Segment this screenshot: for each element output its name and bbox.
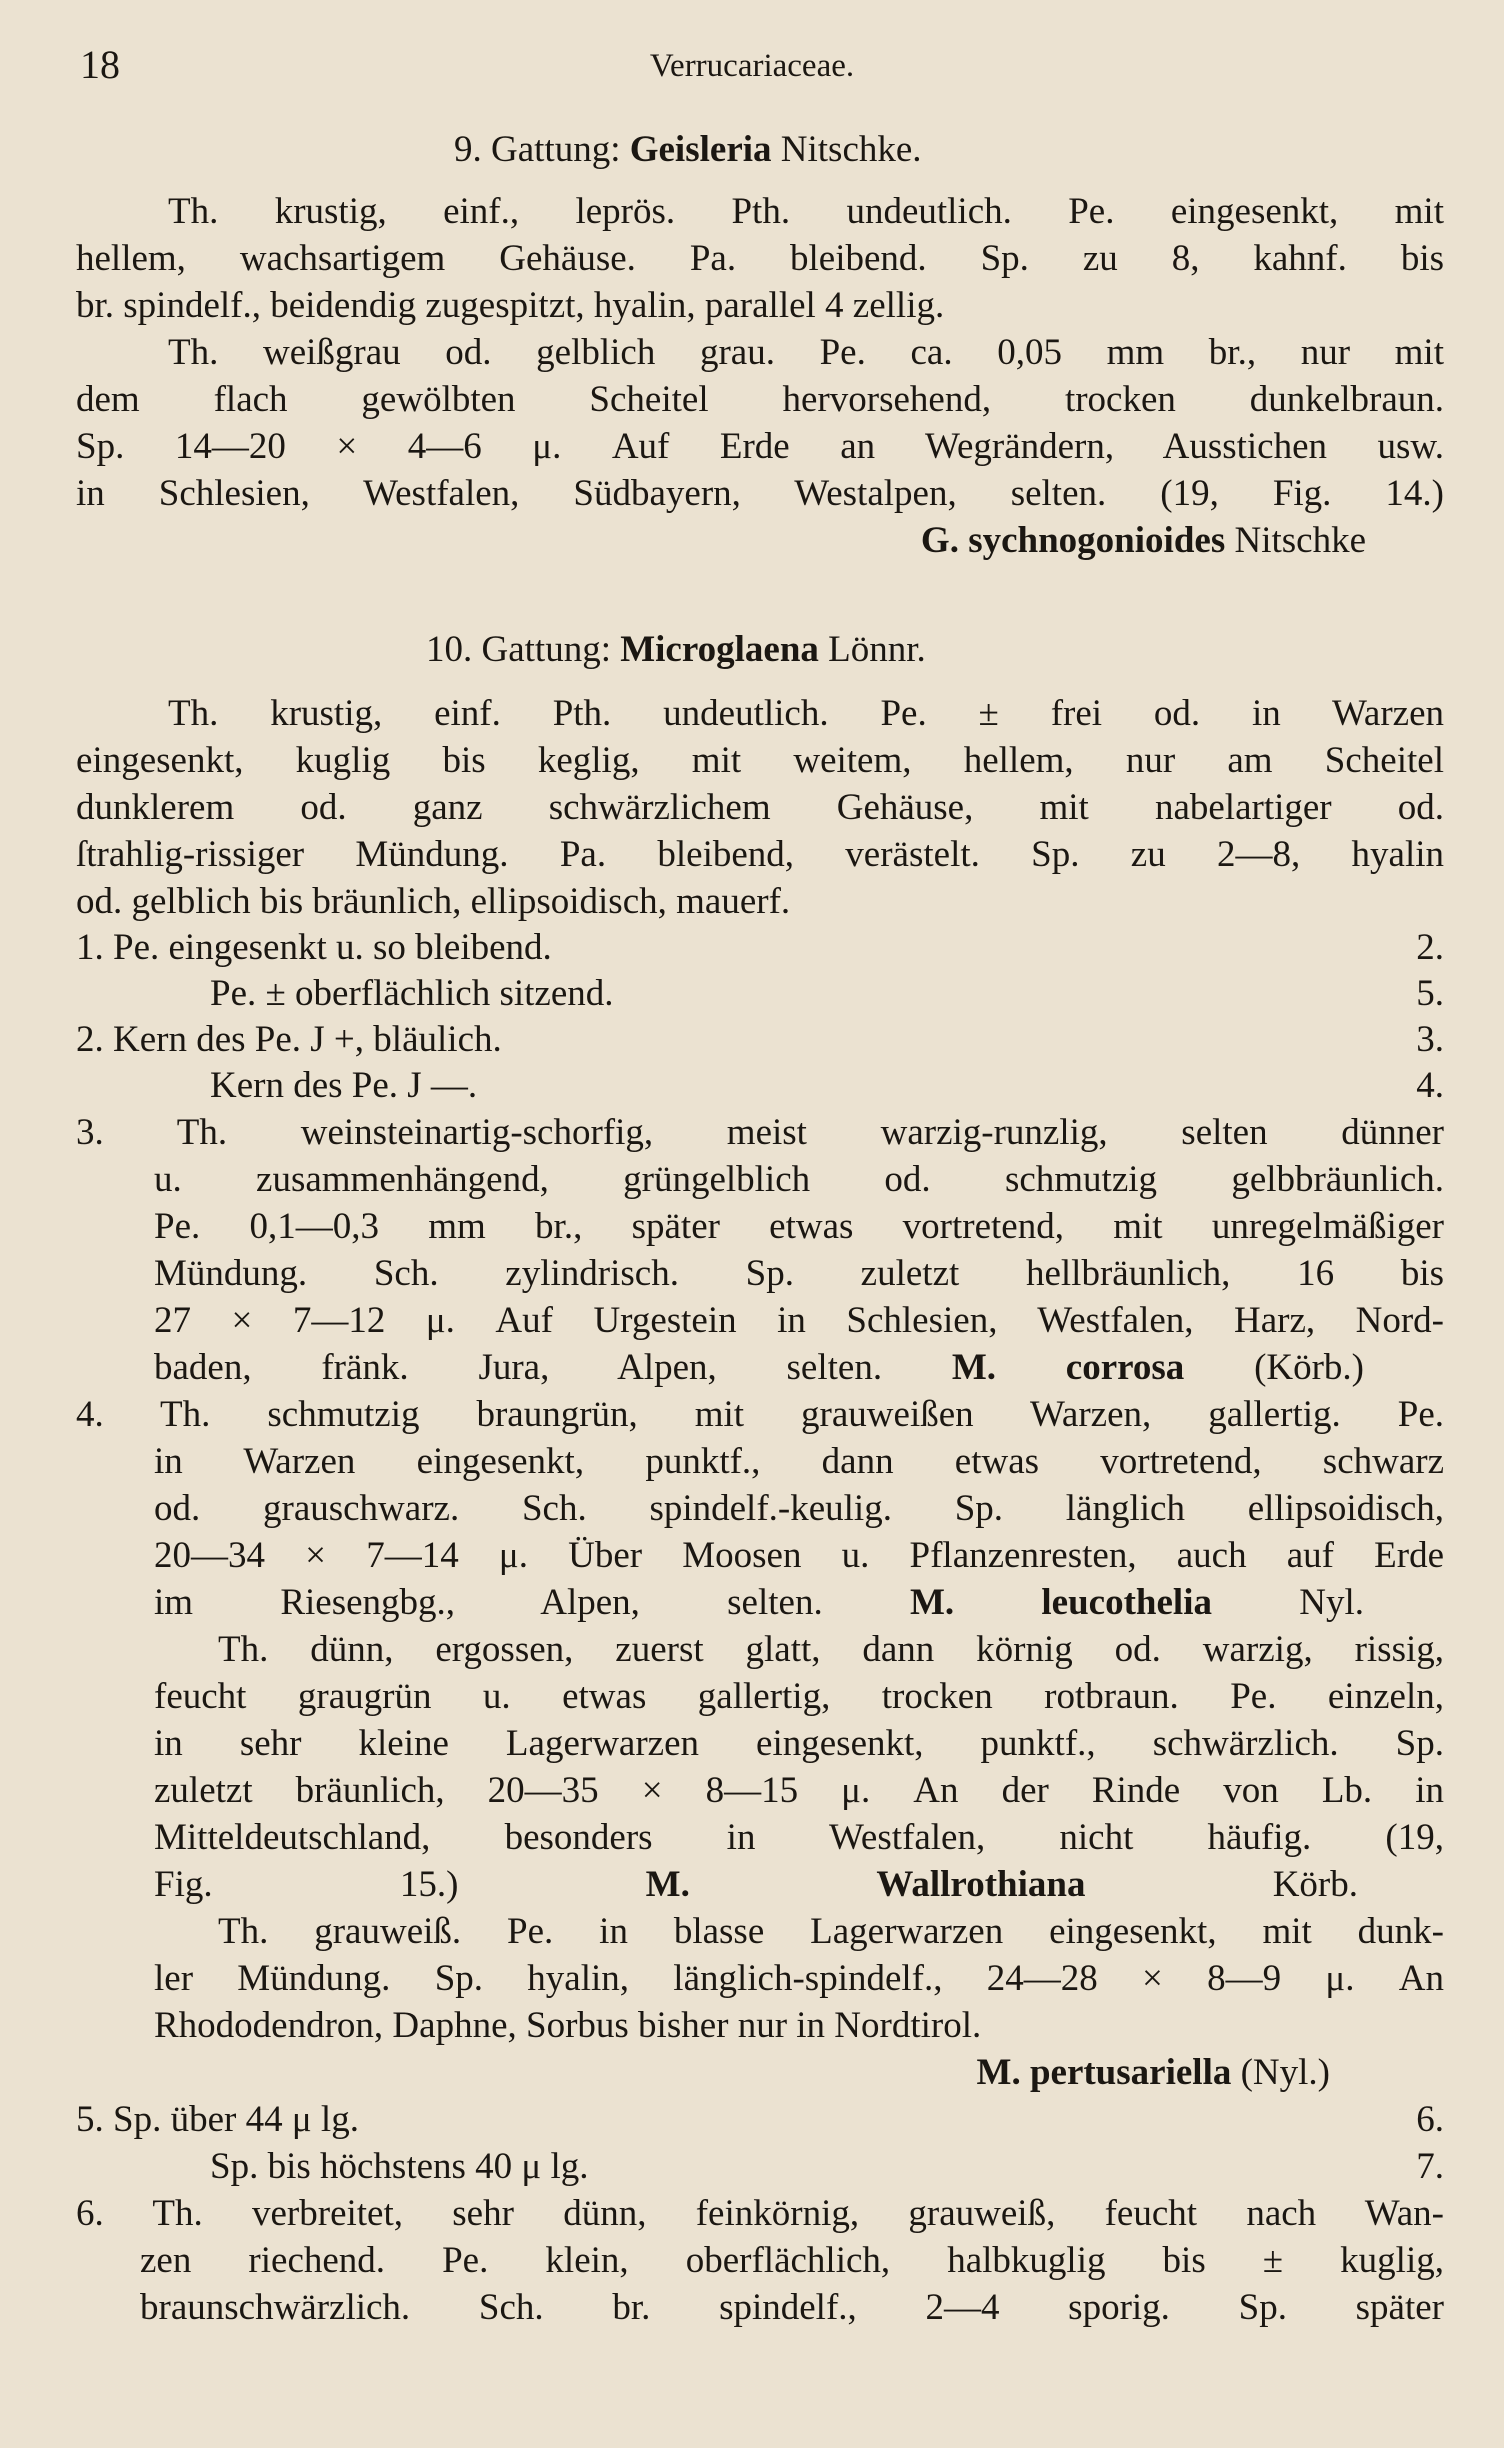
text-segment: in Schlesien, Westfalen, Südbayern, Westalpen, selten. (19, Fig. 14.)	[76, 473, 1444, 514]
text-line-33	[154, 1722, 1444, 1768]
text-segment: zen riechend. Pe. klein, oberflächlich, halbkuglig bis ± kuglig,	[140, 2240, 1444, 2281]
text-segment: 9. Gattung:	[454, 129, 630, 170]
text-line-20	[76, 1111, 1444, 1157]
key-lead-number: 5.	[1416, 973, 1444, 1014]
text-segment: Sp. bis höchstens 40 μ lg.	[210, 2146, 589, 2187]
text-segment: Th. grauweiß. Pe. in blasse Lagerwarzen eingesenkt, mit dunk-	[218, 1911, 1444, 1952]
key-lead-number: 6.	[1416, 2099, 1444, 2140]
text-segment: Körb.	[1085, 1864, 1358, 1905]
text-line-25	[154, 1346, 1364, 1392]
text-line-31	[218, 1628, 1444, 1674]
text-line-39	[154, 2004, 1324, 2050]
text-segment: Mitteldeutschland, besonders in Westfalen, nicht häufig. (19,	[154, 1817, 1444, 1858]
taxon-name: Geisleria	[629, 129, 772, 170]
text-line-42	[210, 2145, 1310, 2191]
text-segment: in sehr kleine Lagerwarzen eingesenkt, punktf., schwärzlich. Sp.	[154, 1723, 1444, 1764]
text-segment: Th. dünn, ergossen, zuerst glatt, dann körnig od. warzig, rissig,	[218, 1629, 1444, 1670]
text-segment: Nitschke.	[771, 129, 922, 170]
text-line-36	[154, 1863, 1358, 1909]
text-segment: (Körb.)	[1184, 1347, 1364, 1388]
text-segment: Pe. 0,1—0,3 mm br., später etwas vortretend, mit unregelmäßiger	[154, 1206, 1444, 1247]
text-segment: Kern des Pe. J —.	[210, 1065, 478, 1106]
text-segment: in Warzen eingesenkt, punktf., dann etwas vortretend, schwarz	[154, 1441, 1444, 1482]
text-segment: od. gelblich bis bräunlich, ellipsoidisch, mauerf.	[76, 881, 791, 922]
key-lead-number: 4.	[1416, 1065, 1444, 1106]
text-line-37	[218, 1910, 1444, 1956]
text-line-14	[76, 833, 1444, 879]
key-lead-number: 3.	[1416, 1019, 1444, 1060]
text-line-41	[76, 2098, 1176, 2144]
text-segment: 2. Kern des Pe. J +, bläulich.	[76, 1019, 502, 1060]
text-segment: u. zusammenhängend, grüngelblich od. schmutzig gelbbräunlich.	[154, 1159, 1444, 1200]
text-line-43	[76, 2192, 1444, 2238]
text-segment: od. grauschwarz. Sch. spindelf.-keulig. Sp. länglich ellipsoidisch,	[154, 1488, 1444, 1529]
text-line-34	[154, 1769, 1444, 1815]
key-lead-number: 7.	[1416, 2146, 1444, 2187]
text-line-40	[826, 2051, 1330, 2097]
text-line-27	[154, 1440, 1444, 1486]
text-segment: 4. Th. schmutzig braungrün, mit grauweißen Warzen, gallertig. Pe.	[76, 1394, 1444, 1435]
text-segment: hellem, wachsartigem Gehäuse. Pa. bleibend. Sp. zu 8, kahnf. bis	[76, 238, 1444, 279]
text-segment: br. spindelf., beidendig zugespitzt, hyalin, parallel 4 zellig.	[76, 285, 945, 326]
text-line-1	[454, 128, 1074, 174]
text-segment: 1. Pe. eingesenkt u. so bleibend.	[76, 927, 552, 968]
text-line-16	[76, 926, 1376, 972]
text-segment: dem flach gewölbten Scheitel hervorsehend, trocken dunkelbraun.	[76, 379, 1444, 420]
text-segment: feucht graugrün u. etwas gallertig, trocken rotbraun. Pe. einzeln,	[154, 1676, 1444, 1717]
text-segment: Rhododendron, Daphne, Sorbus bisher nur in Nordtirol.	[154, 2005, 982, 2046]
text-segment: ſtrahlig-rissiger Mündung. Pa. bleibend, verästelt. Sp. zu 2—8, hyalin	[76, 834, 1444, 875]
text-line-8	[76, 472, 1444, 518]
text-segment: baden, fränk. Jura, Alpen, selten.	[154, 1347, 952, 1388]
text-segment: 10. Gattung:	[426, 629, 621, 670]
text-segment: Pe. ± oberflächlich sitzend.	[210, 973, 614, 1014]
text-line-11	[168, 692, 1444, 738]
taxon-name: M. Wallrothiana	[645, 1864, 1086, 1905]
text-segment: dunklerem od. ganz schwärzlichem Gehäuse, mit nabelartiger od.	[76, 787, 1444, 828]
text-segment: Sp. 14—20 × 4—6 μ. Auf Erde an Wegrändern, Ausstichen usw.	[76, 426, 1444, 467]
text-segment: ler Mündung. Sp. hyalin, länglich-spindelf., 24—28 × 8—9 μ. An	[154, 1958, 1444, 1999]
page-number: 18	[80, 42, 120, 87]
text-line-45	[140, 2286, 1444, 2332]
text-line-19	[210, 1064, 1310, 1110]
text-line-32	[154, 1675, 1444, 1721]
text-line-17	[210, 972, 1310, 1018]
text-line-10	[426, 628, 1126, 674]
text-segment: Th. weißgrau od. gelblich grau. Pe. ca. 0,05 mm br., nur mit	[168, 332, 1444, 373]
text-line-38	[154, 1957, 1444, 2003]
text-segment: 3. Th. weinsteinartig-schorfig, meist warzig-runzlig, selten dünner	[76, 1112, 1444, 1153]
text-line-5	[168, 331, 1444, 377]
text-segment: braunschwärzlich. Sch. br. spindelf., 2—4 sporig. Sp. später	[140, 2287, 1444, 2328]
text-segment: Th. krustig, einf., leprös. Pth. undeutlich. Pe. eingesenkt, mit	[168, 191, 1444, 232]
text-line-9	[806, 519, 1366, 565]
text-line-18	[76, 1018, 1376, 1064]
text-segment: Fig. 15.)	[154, 1864, 646, 1905]
running-title: Verrucariaceae.	[649, 48, 855, 84]
text-line-15	[76, 880, 1444, 926]
text-segment: (Nyl.)	[1231, 2052, 1330, 2093]
text-line-7	[76, 425, 1444, 471]
text-line-35	[154, 1816, 1444, 1862]
text-line-4	[76, 284, 1444, 330]
text-line-29	[154, 1534, 1444, 1580]
taxon-name: M. leucothelia	[909, 1582, 1212, 1623]
text-segment: 5. Sp. über 44 μ lg.	[76, 2099, 359, 2140]
text-segment: 27 × 7—12 μ. Auf Urgestein in Schlesien, Westfalen, Harz, Nord-	[154, 1300, 1444, 1341]
taxon-name: Microglaena	[620, 629, 819, 670]
text-line-3	[76, 237, 1444, 283]
text-line-28	[154, 1487, 1444, 1533]
taxon-name: M. pertusariella	[976, 2052, 1232, 2093]
text-line-13	[76, 786, 1444, 832]
text-segment: eingesenkt, kuglig bis keglig, mit weitem, hellem, nur am Scheitel	[76, 740, 1444, 781]
text-segment: 20—34 × 7—14 μ. Über Moosen u. Pflanzenresten, auch auf Erde	[154, 1535, 1444, 1576]
text-segment: zuletzt bräunlich, 20—35 × 8—15 μ. An der Rinde von Lb. in	[154, 1770, 1444, 1811]
taxon-name: G. sychnogonioides	[920, 520, 1226, 561]
text-line-6	[76, 378, 1444, 424]
text-line-24	[154, 1299, 1444, 1345]
text-segment: 6. Th. verbreitet, sehr dünn, feinkörnig, grauweiß, feucht nach Wan-	[76, 2193, 1444, 2234]
text-line-12	[76, 739, 1444, 785]
text-segment: Nitschke	[1225, 520, 1366, 561]
text-segment: im Riesengbg., Alpen, selten.	[154, 1582, 910, 1623]
key-lead-number: 2.	[1416, 927, 1444, 968]
text-line-26	[76, 1393, 1444, 1439]
text-line-2	[168, 190, 1444, 236]
text-line-23	[154, 1252, 1444, 1298]
text-segment: Th. krustig, einf. Pth. undeutlich. Pe. ± frei od. in Warzen	[168, 693, 1444, 734]
text-segment: Nyl.	[1211, 1582, 1364, 1623]
text-segment: Lönnr.	[818, 629, 926, 670]
taxon-name: M. corrosa	[951, 1347, 1185, 1388]
text-line-30	[154, 1581, 1364, 1627]
text-line-22	[154, 1205, 1444, 1251]
text-line-44	[140, 2239, 1444, 2285]
text-line-21	[154, 1158, 1444, 1204]
text-segment: Mündung. Sch. zylindrisch. Sp. zuletzt hellbräunlich, 16 bis	[154, 1253, 1444, 1294]
